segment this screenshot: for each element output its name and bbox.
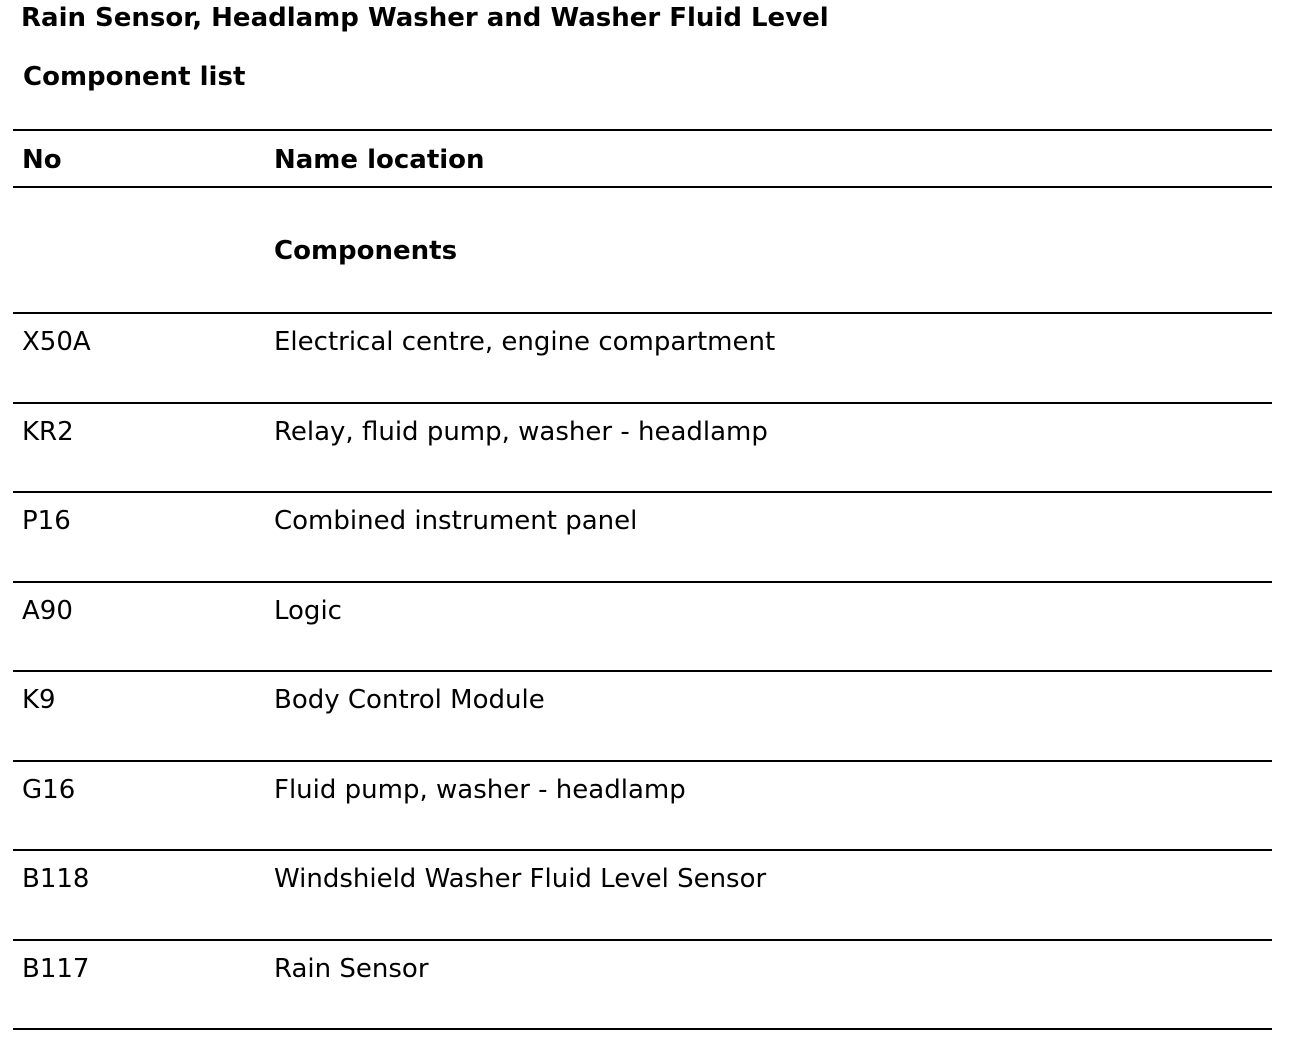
row-no: B117 [22,953,90,984]
table-group-row [13,188,1272,314]
header-name-location: Name location [274,145,485,175]
table-header-row [13,131,1272,188]
table-row [13,493,1272,583]
row-no: P16 [22,506,71,536]
component-table [13,129,1272,1030]
table-row [13,314,1272,404]
row-name-location: Relay, fluid pump, washer - headlamp [274,416,768,447]
row-name-location: Logic [274,595,342,626]
header-no: No [22,145,62,175]
row-name-location: Fluid pump, washer - headlamp [274,774,686,805]
table-row [13,941,1272,1031]
row-no: KR2 [22,416,74,447]
row-name-location: Rain Sensor [274,953,429,984]
row-name-location: Body Control Module [274,685,545,715]
row-name-location: Electrical centre, engine compartment [274,327,776,357]
section-title: Component list [23,62,246,92]
row-name-location: Windshield Washer Fluid Level Sensor [274,864,767,894]
row-no: A90 [22,595,73,626]
document-title: Rain Sensor, Headlamp Washer and Washer Fluid Level [21,3,829,33]
table-row [13,583,1272,673]
row-no: X50A [22,327,91,357]
table-row [13,851,1272,941]
table-row [13,672,1272,762]
table-row [13,762,1272,852]
group-label: Components [274,236,458,266]
row-name-location: Combined instrument panel [274,506,638,536]
row-no: G16 [22,774,76,805]
table-row [13,404,1272,494]
row-no: K9 [22,685,56,715]
row-no: B118 [22,864,90,894]
